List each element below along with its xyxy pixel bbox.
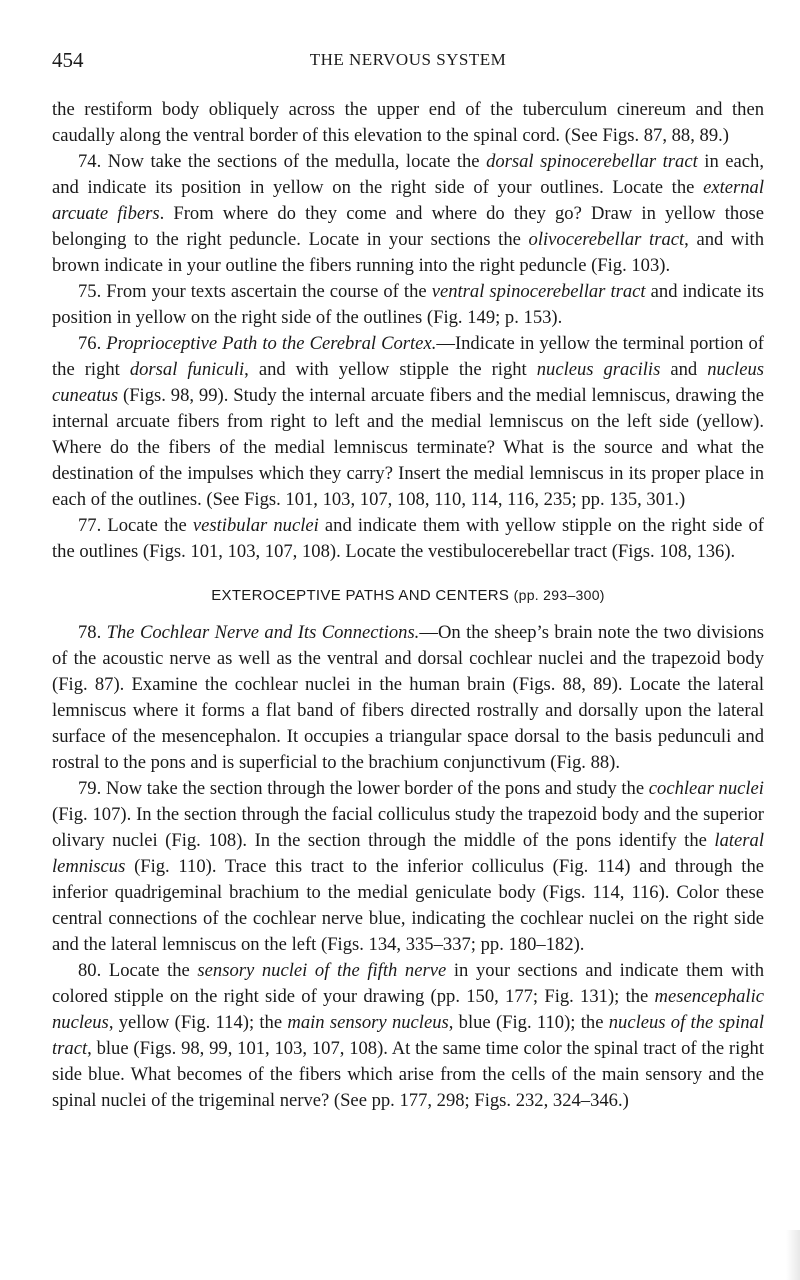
text: and indicate its position in yellow on the right side of the outlines (Fig. 149; p. 153).	[52, 281, 765, 328]
text: 77. Locate the	[78, 515, 193, 536]
term-italic: lateral lemniscus	[52, 830, 764, 877]
term-italic: olivocerebellar tract	[528, 229, 685, 250]
term-italic: main sensory nucleus	[287, 1012, 449, 1033]
text: 75. From your texts ascertain the course of the	[78, 281, 432, 302]
text: , blue (Figs. 98, 99, 101, 103, 107, 108). At the same time color the spinal tract of the right side blue. What becomes of the fibers which arise from the cells of the main sensory and the spinal nuclei of the trigeminal nerve? (See pp. 177, 298; Figs. 232, 324–346.)	[52, 1038, 764, 1111]
page-header	[52, 48, 764, 76]
term-italic: sensory nuclei of the fifth nerve	[197, 960, 447, 981]
text: , and with yellow stipple the right	[244, 359, 537, 380]
text: 74. Now take the sections of the medulla, locate the	[78, 151, 487, 172]
term-italic: external arcuate fibers	[52, 177, 764, 224]
text: , yellow (Fig. 114); the	[108, 1012, 288, 1033]
page-number: 454	[52, 48, 84, 72]
term-italic: cochlear nuclei	[648, 778, 764, 799]
text: —Indicate in yellow the terminal portion of the right	[52, 333, 765, 380]
text: in your sections and indicate them with colored stipple on the right side of your drawing (pp. 150, 177; Fig. 131); the	[52, 960, 765, 1007]
paragraph-76	[52, 331, 764, 513]
subheading-italic: Proprioceptive Path to the Cerebral Cortex.	[106, 333, 437, 354]
text: (Fig. 107). In the section through the facial colliculus study the trapezoid body and the superior olivary nuclei (Fig. 108). In the section through the middle of the pons identify the	[52, 804, 764, 851]
text: 80. Locate the	[78, 960, 198, 981]
text: and	[660, 359, 708, 380]
text: , blue (Fig. 110); the	[448, 1012, 609, 1033]
paragraph-77	[52, 513, 764, 565]
text: (Fig. 110). Trace this tract to the inferior colliculus (Fig. 114) and through the inferior quadrigeminal brachium to the medial geniculate body (Figs. 114, 116). Color these central connections of the cochlear nerve blue, indicating the cochlear nuclei on the right side and the lateral lemniscus on the left (Figs. 134, 335–337; pp. 180–182).	[52, 856, 764, 955]
section-title: EXTEROCEPTIVE PATHS AND CENTERS	[211, 587, 510, 604]
term-italic: nucleus of the spinal tract	[52, 1012, 765, 1059]
text: and indicate them with yellow stipple on the right side of the outlines (Figs. 101, 103, 107, 108). Locate the vestibulocerebellar tract (Figs. 108, 136).	[52, 515, 765, 562]
section-heading	[52, 585, 764, 606]
paragraph-continued: the restiform body obliquely across the upper end of the tuberculum cinereum and then caudally along the ventral border of this elevation to the spinal cord. (See Figs. 87, 88, 89.)	[52, 99, 764, 146]
text: , and with brown indicate in your outline the fibers running into the right peduncle (Fig. 103).	[52, 229, 764, 276]
page-edge-shadow	[786, 1230, 800, 1280]
term-italic: ventral spinocerebellar tract	[431, 281, 646, 302]
section-pages: (pp. 293–300)	[513, 587, 605, 603]
text: —On the sheep’s brain note the two divisions of the acoustic nerve as well as the ventral and dorsal cochlear nuclei and the trapezoid body (Fig. 87). Examine the cochlear nuclei in the human brain (Figs. 88, 89). Locate the lateral lemniscus where it forms a flat band of fibers directed rostrally and dorsally upon the lateral surface of the mesencephalon. It occupies a triangular space dorsal to the basis pedunculi and rostral to the pons and is superficial to the brachium conjunctivum (Fig. 88).	[52, 622, 765, 773]
paragraph-78	[52, 620, 764, 776]
paragraph-79	[52, 776, 764, 958]
text: in each, and indicate its position in yellow on the right side of your outlines. Locate the	[52, 151, 764, 198]
text: 78.	[78, 622, 107, 643]
term-italic: dorsal funiculi	[129, 359, 245, 380]
text: 79. Now take the section through the lower border of the pons and study the	[78, 778, 649, 799]
term-italic: dorsal spinocerebellar tract	[486, 151, 698, 172]
text: (Figs. 98, 99). Study the internal arcuate fibers and the medial lemniscus, drawing the internal arcuate fibers from right to left and the medial lemniscus on the left side (yellow). Where do the fibers of the medial lemniscus terminate? What is the source and what the destination of the impulses which they carry? Insert the medial lemniscus in its proper place in each of the outlines. (See Figs. 101, 103, 107, 108, 110, 114, 116, 235; pp. 135, 301.)	[52, 385, 764, 510]
text: 76.	[78, 333, 107, 354]
term-italic: nucleus gracilis	[536, 359, 661, 380]
term-italic: mesencephalic nucleus	[52, 986, 764, 1033]
subheading-italic: The Cochlear Nerve and Its Connections.	[106, 622, 420, 643]
text: . From where do they come and where do they go? Draw in yellow those belonging to the right peduncle. Locate in your sections the	[52, 203, 764, 250]
running-title: THE NERVOUS SYSTEM	[309, 50, 507, 69]
term-italic: vestibular nuclei	[192, 515, 319, 536]
paragraph-74	[52, 149, 764, 279]
page-body	[52, 97, 764, 1114]
term-italic: nucleus cuneatus	[52, 359, 764, 406]
paragraph-75	[52, 279, 764, 331]
paragraph-80	[52, 958, 764, 1114]
